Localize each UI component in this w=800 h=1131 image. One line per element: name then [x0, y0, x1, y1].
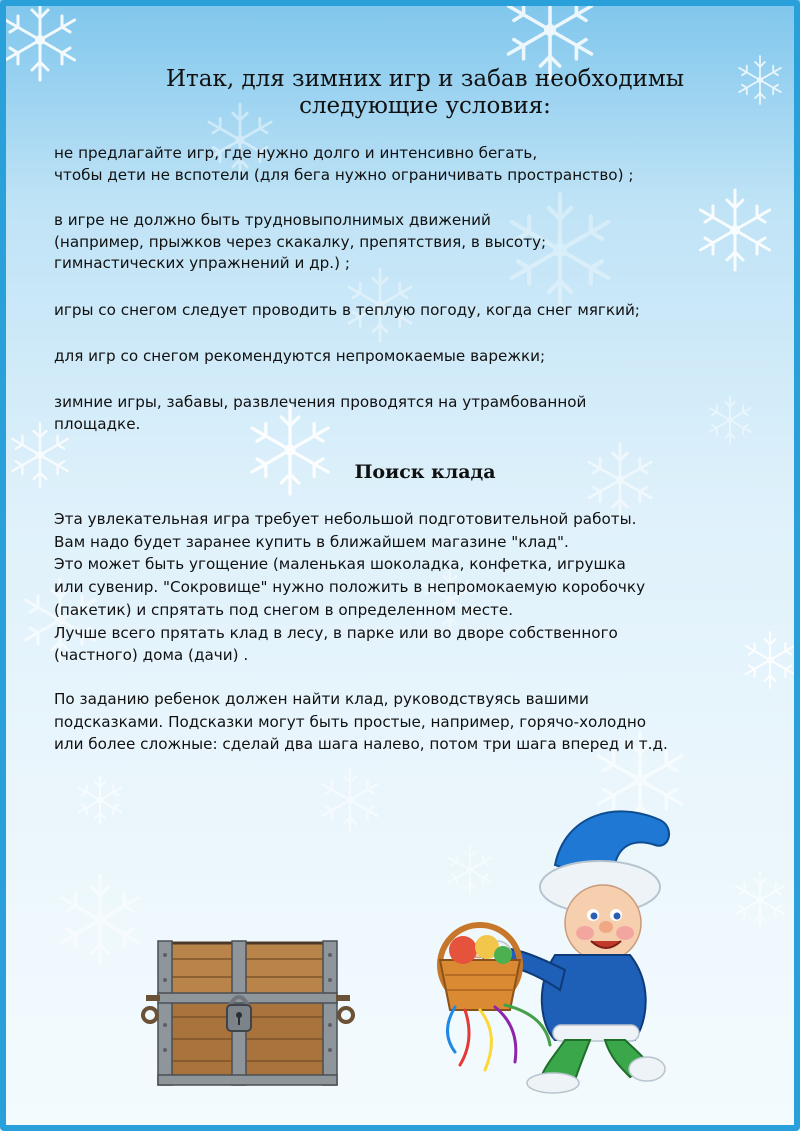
condition-line: чтобы дети не вспотели (для бега нужно ограничивать пространство) ;	[54, 165, 634, 184]
description-line: Это может быть угощение (маленькая шоколадка, конфетка, игрушка	[54, 555, 626, 574]
game-rules	[54, 688, 784, 756]
description-line: Вам надо будет заранее купить в ближайшем магазине "клад".	[54, 532, 569, 551]
rules-line: По заданию ребенок должен найти клад, руководствуясь вашими	[54, 690, 589, 708]
condition-item	[54, 392, 774, 435]
condition-item	[54, 143, 774, 186]
title-line-2: следующие условия:	[299, 93, 551, 119]
condition-line: в игре не должно быть трудновыполнимых движений	[54, 211, 491, 229]
page-title	[100, 66, 750, 120]
condition-line: для игр со снегом рекомендуются непромокаемые варежки;	[54, 347, 546, 365]
description-line: Эта увлекательная игра требует небольшой подготовительной работы.	[54, 510, 637, 528]
condition-line: игры со снегом следует проводить в теплую погоду, когда снег мягкий;	[54, 301, 640, 319]
gnome-with-basket-icon	[425, 795, 685, 1095]
game-description	[54, 508, 784, 667]
condition-line: зимние игры, забавы, развлечения проводятся на утрамбованной	[54, 393, 587, 411]
description-line: или сувенир. "Сокровище" нужно положить в непромокаемую коробочку	[54, 578, 646, 597]
condition-item	[54, 346, 774, 368]
condition-line: гимнастических упражнений и др.) ;	[54, 254, 350, 272]
description-line: (пакетик) и спрятать под снегом в определенном месте.	[54, 600, 514, 619]
rules-line: или более сложные: сделай два шага налево, потом три шага вперед и т.д.	[54, 735, 668, 754]
condition-line: площадке.	[54, 414, 141, 433]
condition-line: не предлагайте игр, где нужно долго и интенсивно бегать,	[54, 144, 538, 162]
title-line-1: Итак, для зимних игр и забав необходимы	[165, 66, 685, 92]
condition-item	[54, 210, 774, 275]
description-line: Лучше всего прятать клад в лесу, в парке или во дворе собственного	[54, 623, 618, 642]
description-line: (частного) дома (дачи) .	[54, 646, 249, 665]
condition-item	[54, 300, 774, 322]
treasure-chest-icon	[140, 935, 360, 1090]
condition-line: (например, прыжков через скакалку, препятствия, в высоту;	[54, 232, 547, 251]
rules-line: подсказками. Подсказки могут быть простые, например, горячо-холодно	[54, 712, 647, 731]
game-title: Поиск клада	[354, 461, 496, 483]
